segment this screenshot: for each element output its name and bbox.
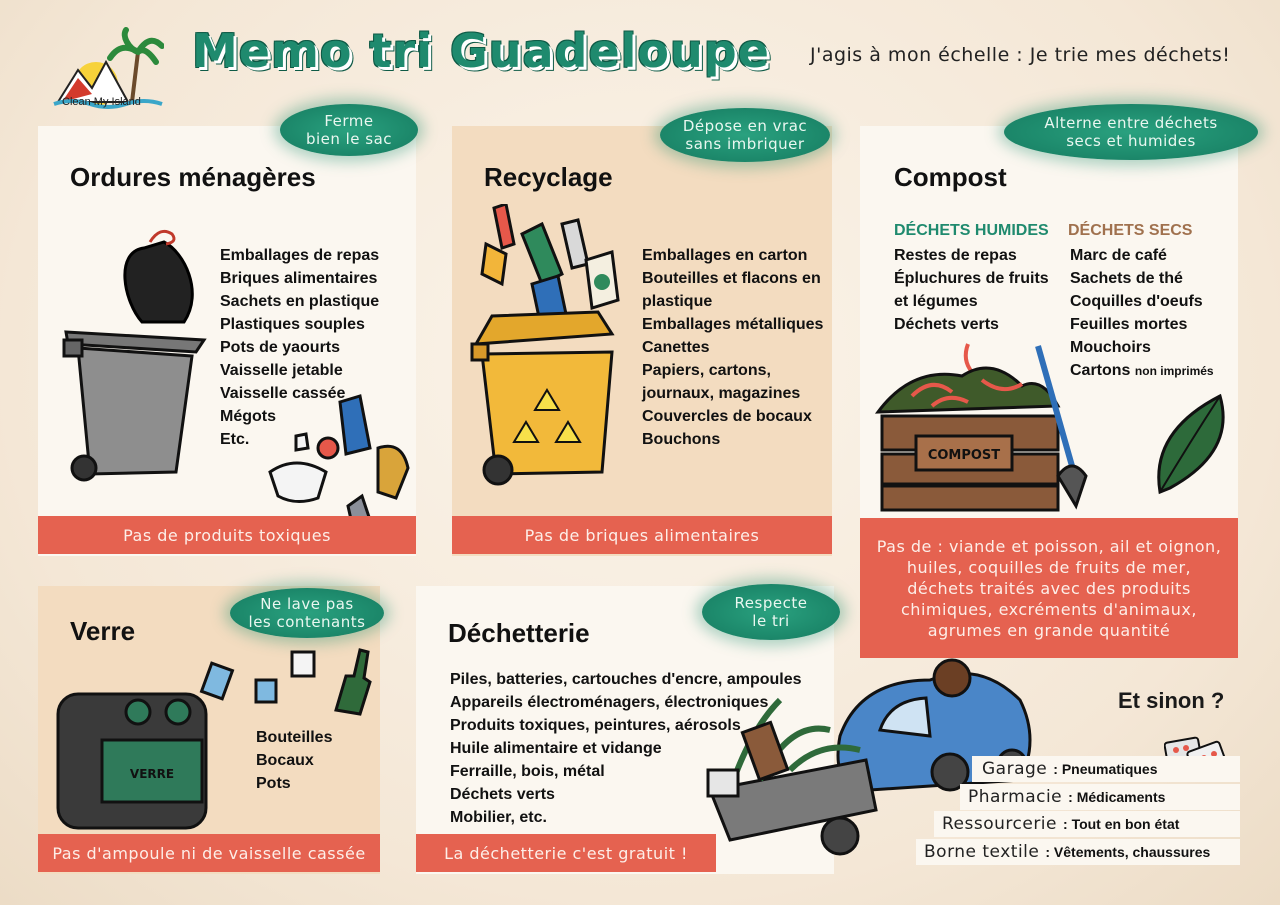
list-item: Feuilles mortes bbox=[1070, 316, 1188, 333]
glass-items-illustration bbox=[196, 640, 376, 720]
ordures-footer: Pas de produits toxiques bbox=[38, 516, 416, 554]
compost-footer bbox=[860, 518, 1238, 658]
glass-bin-illustration bbox=[52, 680, 212, 830]
yellow-recycling-bin-illustration bbox=[462, 204, 632, 494]
compost-title: Compost bbox=[894, 162, 1007, 192]
list-item: journaux, magazines bbox=[642, 385, 801, 402]
sinon-value-text: Vêtements, chaussures bbox=[1053, 844, 1211, 860]
list-item: Vaisselle cassée bbox=[220, 385, 346, 402]
decheterie-title: Déchetterie bbox=[448, 618, 590, 648]
list-item: Emballages en carton bbox=[642, 247, 808, 264]
list-item: Restes de repas bbox=[894, 247, 1017, 264]
list-item: Mobilier, etc. bbox=[450, 809, 547, 826]
bubble-verre bbox=[230, 588, 384, 638]
list-item: Déchets verts bbox=[450, 786, 555, 803]
list-item: Couvercles de bocaux bbox=[642, 408, 812, 425]
list-item: Appareils électroménagers, électroniques bbox=[450, 694, 769, 711]
list-item: Pots de yaourts bbox=[220, 339, 341, 356]
page-title: Memo tri Guadeloupe bbox=[192, 24, 770, 78]
list-item: Bouteilles et flacons en bbox=[642, 270, 821, 287]
verre-footer: Pas d'ampoule ni de vaisselle cassée bbox=[38, 834, 380, 872]
list-item: Épluchures de fruits bbox=[894, 270, 1049, 287]
bubble-ordures-text: Ferme bien le sac bbox=[305, 112, 393, 148]
compost-dry-title: DÉCHETS SECS bbox=[1068, 222, 1193, 239]
ordures-title: Ordures ménagères bbox=[70, 162, 316, 192]
list-item: Coquilles d'oeufs bbox=[1070, 293, 1203, 310]
sinon-key: Garage bbox=[982, 759, 1048, 779]
list-item: Emballages de repas bbox=[220, 247, 380, 264]
sinon-key: Pharmacie bbox=[968, 787, 1063, 807]
list-item: Produits toxiques, peintures, aérosols bbox=[450, 717, 741, 734]
sinon-value: : Tout en bon état bbox=[1063, 816, 1180, 832]
sinon-row-garage bbox=[972, 756, 1240, 782]
sinon-value: : Médicaments bbox=[1068, 789, 1166, 805]
compost-wet-list bbox=[894, 244, 1049, 336]
list-item: Bouchons bbox=[642, 431, 721, 448]
compost-bin-label: COMPOST bbox=[927, 448, 1001, 463]
list-item: Pots bbox=[256, 775, 291, 792]
sinon-value: : Vêtements, chaussures bbox=[1045, 844, 1211, 860]
list-item: Ferraille, bois, métal bbox=[450, 763, 605, 780]
compost-wet-title: DÉCHETS HUMIDES bbox=[894, 222, 1049, 239]
sinon-row-pharmacie bbox=[960, 784, 1240, 810]
compost-bin-illustration bbox=[872, 336, 1102, 536]
list-item: Sachets de thé bbox=[1070, 270, 1183, 287]
list-item: Marc de café bbox=[1070, 247, 1167, 264]
bubble-decheterie bbox=[702, 584, 840, 640]
glass-bin-label: VERRE bbox=[129, 767, 175, 781]
list-item: Sachets en plastique bbox=[220, 293, 380, 310]
household-waste-illustration bbox=[266, 388, 416, 528]
sinon-value-text: Médicaments bbox=[1076, 789, 1166, 805]
list-item: Mégots bbox=[220, 408, 276, 425]
sinon-key: Ressourcerie bbox=[942, 814, 1057, 834]
bubble-ordures bbox=[280, 104, 418, 156]
list-item: Canettes bbox=[642, 339, 710, 356]
list-item: Déchets verts bbox=[894, 316, 999, 333]
list-item: Etc. bbox=[220, 431, 250, 448]
grey-bin-illustration bbox=[54, 212, 214, 488]
tagline: J'agis à mon échelle : Je trie mes déchets! bbox=[810, 44, 1231, 66]
recyclage-list bbox=[642, 244, 823, 451]
list-item: Mouchoirs bbox=[1070, 339, 1151, 356]
recyclage-footer: Pas de briques alimentaires bbox=[452, 516, 832, 554]
dry-last-note: non imprimés bbox=[1134, 364, 1214, 378]
sinon-row-borne-textile bbox=[916, 839, 1240, 865]
logo-text: Clean My Island bbox=[62, 96, 141, 108]
list-item: Emballages métalliques bbox=[642, 316, 824, 333]
list-item: Huile alimentaire et vidange bbox=[450, 740, 662, 757]
list-item: Vaisselle jetable bbox=[220, 362, 343, 379]
sinon-key: Borne textile bbox=[924, 842, 1040, 862]
list-item: Bouteilles bbox=[256, 729, 333, 746]
list-item: Bocaux bbox=[256, 752, 314, 769]
bubble-verre-text: Ne lave pas les contenants bbox=[248, 595, 366, 631]
bubble-compost bbox=[1004, 104, 1258, 160]
bubble-recyclage bbox=[660, 108, 830, 162]
list-item: Plastiques souples bbox=[220, 316, 365, 333]
list-item: Papiers, cartons, bbox=[642, 362, 771, 379]
list-item: Briques alimentaires bbox=[220, 270, 378, 287]
sinon-value: : Pneumatiques bbox=[1053, 761, 1158, 777]
verre-title: Verre bbox=[70, 616, 136, 646]
sinon-title: Et sinon ? bbox=[1118, 688, 1225, 713]
recyclage-title: Recyclage bbox=[484, 162, 613, 192]
decheterie-footer: La déchetterie c'est gratuit ! bbox=[416, 834, 716, 872]
dry-last-item: Cartons bbox=[1070, 362, 1131, 379]
bubble-compost-text: Alterne entre déchets secs et humides bbox=[1044, 114, 1218, 150]
sinon-row-ressourcerie bbox=[934, 811, 1240, 837]
bubble-decheterie-text: Respecte le tri bbox=[734, 594, 808, 630]
list-item: plastique bbox=[642, 293, 713, 310]
sinon-value-text: Tout en bon état bbox=[1071, 816, 1180, 832]
bubble-recyclage-text: Dépose en vrac sans imbriquer bbox=[682, 117, 808, 153]
list-item: et légumes bbox=[894, 293, 978, 310]
leaf-illustration bbox=[1150, 392, 1236, 498]
list-item: Piles, batteries, cartouches d'encre, ampoules bbox=[450, 671, 802, 688]
sinon-value-text: Pneumatiques bbox=[1061, 761, 1158, 777]
verre-list bbox=[256, 726, 332, 795]
compost-footer-text: Pas de : viande et poisson, ail et oignon, huiles, coquilles de fruits de mer, déchets traités avec des produits chimiques, excréments d'animaux, agrumes en grande quantité bbox=[876, 536, 1222, 640]
